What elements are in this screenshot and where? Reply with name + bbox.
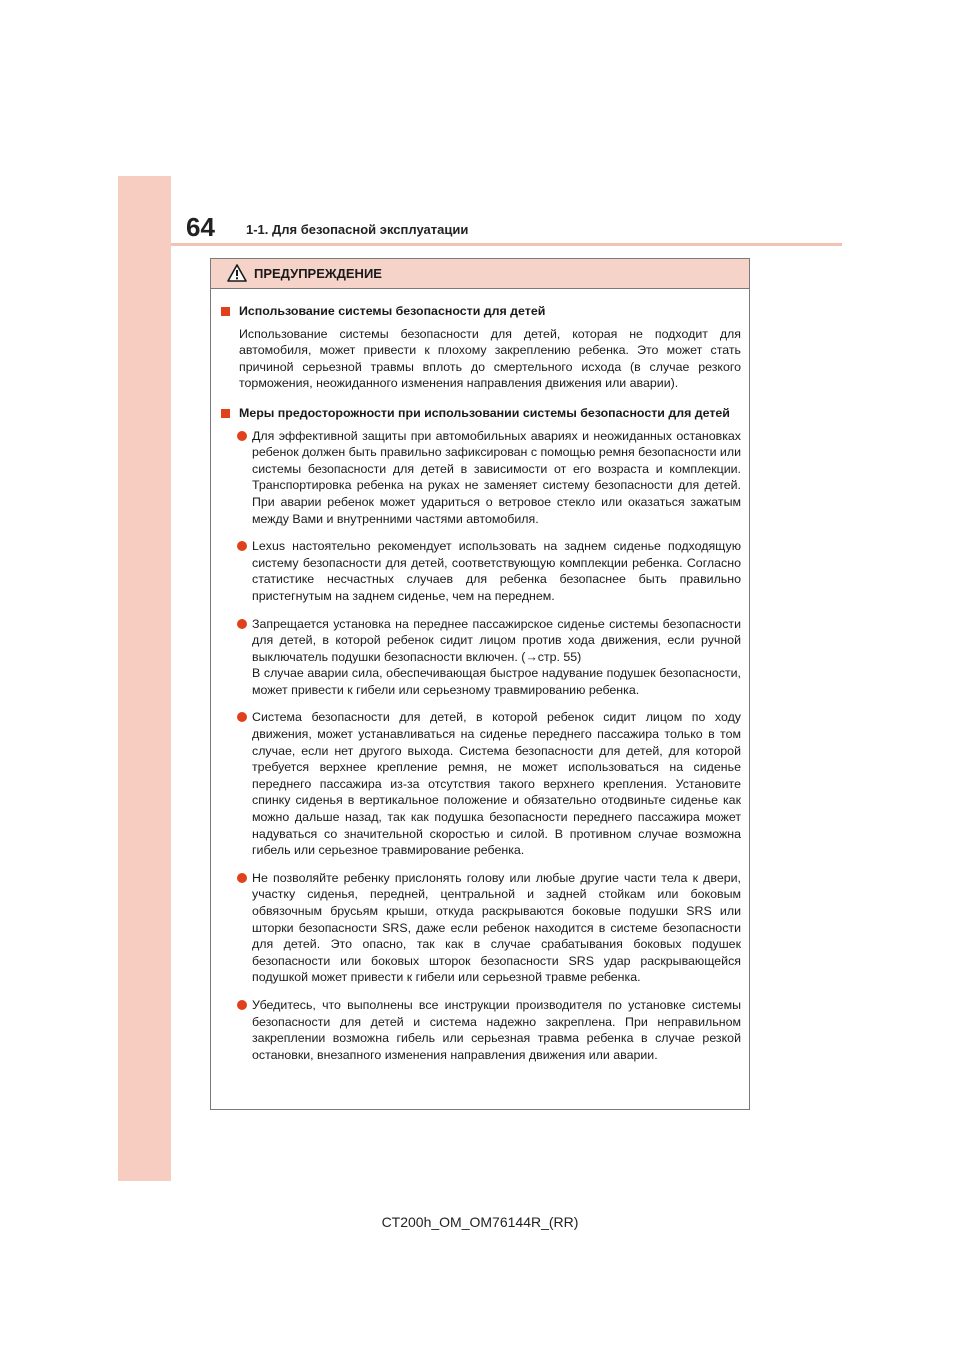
round-bullet-icon xyxy=(237,873,247,883)
round-bullet-icon xyxy=(237,712,247,722)
header-divider xyxy=(171,243,842,246)
warning-box xyxy=(210,258,750,1110)
paragraph: Использование системы безопасности для детей, которая не подходит для автомобиля, может привести к плохому закреплению ребенка. Это может стать причиной серьезной травмы вплоть до смертельного исхода (в случае резкого торможения, неожиданного изменения направления движения или аварии). xyxy=(239,326,741,391)
section-heading xyxy=(220,405,741,422)
list-item-text-continuation: В случае аварии сила, обеспечивающая быстрое надувание подушек безопасности, может привести к гибели или серьезному травмированию ребенка. xyxy=(252,666,741,697)
square-bullet-icon xyxy=(221,409,230,418)
document-code: CT200h_OM_OM76144R_(RR) xyxy=(381,1214,579,1230)
section-heading xyxy=(220,303,741,320)
section-title: 1-1. Для безопасной эксплуатации xyxy=(246,222,469,237)
list-item-text: Для эффективной защиты при автомобильных авариях и неожиданных остановках ребенок должен быть правильно зафиксирован с помощью ремня безопасности или системы безопасности для детей в зависимости от его возраста и комплекции. Транспортировка ребенка на руках не заменяет систему безопасности для детей. При аварии ребенок может удариться о ветровое стекло или оказаться зажатым между Вами и внутренними частями автомобиля. xyxy=(252,428,742,526)
round-bullet-icon xyxy=(237,541,247,551)
list-item xyxy=(220,997,741,1063)
list-item xyxy=(220,428,741,528)
round-bullet-icon xyxy=(237,431,247,441)
round-bullet-icon xyxy=(237,1000,247,1010)
list-item-text: Система безопасности для детей, в которой ребенок сидит лицом по ходу движения, может устанавливаться на сиденье переднего пассажира только в том случае, если нет другого выхода. Система безопасности для детей, для которой требуется верхнее крепление ремня, не может использоваться на сиденье переднего пассажира из-за отсутствия такого верхнего крепления. Установите спинку сиденья в вертикальное положение и обязательно отодвиньте сиденье как можно дальше назад, так как подушка безопасности переднего пассажира может надуваться со значительной скоростью и силой. В противном случае возможна гибель или серьезное травмирование ребенка. xyxy=(252,710,741,858)
heading-text: Меры предосторожности при использовании системы безопасности для детей xyxy=(239,405,730,420)
warning-content xyxy=(211,289,749,1063)
list-item xyxy=(220,870,741,986)
round-bullet-icon xyxy=(237,619,247,629)
warning-header xyxy=(211,259,749,289)
square-bullet-icon xyxy=(221,307,230,316)
page-number: 64 xyxy=(186,212,215,242)
warning-triangle-icon xyxy=(227,264,247,287)
heading-text: Использование системы безопасности для детей xyxy=(239,304,546,318)
list-item-text: Lexus настоятельно рекомендует использовать на заднем сиденье подходящую систему безопасности для детей, соответствующую комплекции ребенка. Согласно статистике несчастных случаев для ребенка безопаснее быть правильно пристегнутым на заднем сиденье, чем на переднем. xyxy=(252,539,741,603)
list-item xyxy=(220,709,741,858)
side-tab-strip xyxy=(118,176,171,1181)
warning-label: ПРЕДУПРЕЖДЕНИЕ xyxy=(254,266,382,281)
list-item-text: Запрещается установка на переднее пассажирское сиденье системы безопасности для детей, в которой ребенок сидит лицом против хода движения, если ручной выключатель подушки безопасности включен. (→стр. 55) xyxy=(252,616,741,664)
list-item-text: Убедитесь, что выполнены все инструкции производителя по установке системы безопасности для детей и система надежно закреплена. При неправильном закреплении возможна гибель или серьезная травма ребенка в случае резкой остановки, внезапного изменения направления движения или аварии. xyxy=(252,997,741,1062)
list-item xyxy=(220,538,741,604)
list-item xyxy=(220,616,741,699)
list-item-text: Не позволяйте ребенку прислонять голову или любые другие части тела к двери, участку сиденья, передней, центральной и задней стойкам или боковым обвязочным брусьям крыши, откуда раскрываются боковые подушки SRS или шторки безопасности SRS, даже если ребенок находится в системе безопасности для детей. Это опасно, так как в случае срабатывания боковых подушек безопасности или боковых шторок безопасности SRS удар раскрывающейся подушкой может привести к гибели или серьезной травме ребенка. xyxy=(252,870,741,985)
